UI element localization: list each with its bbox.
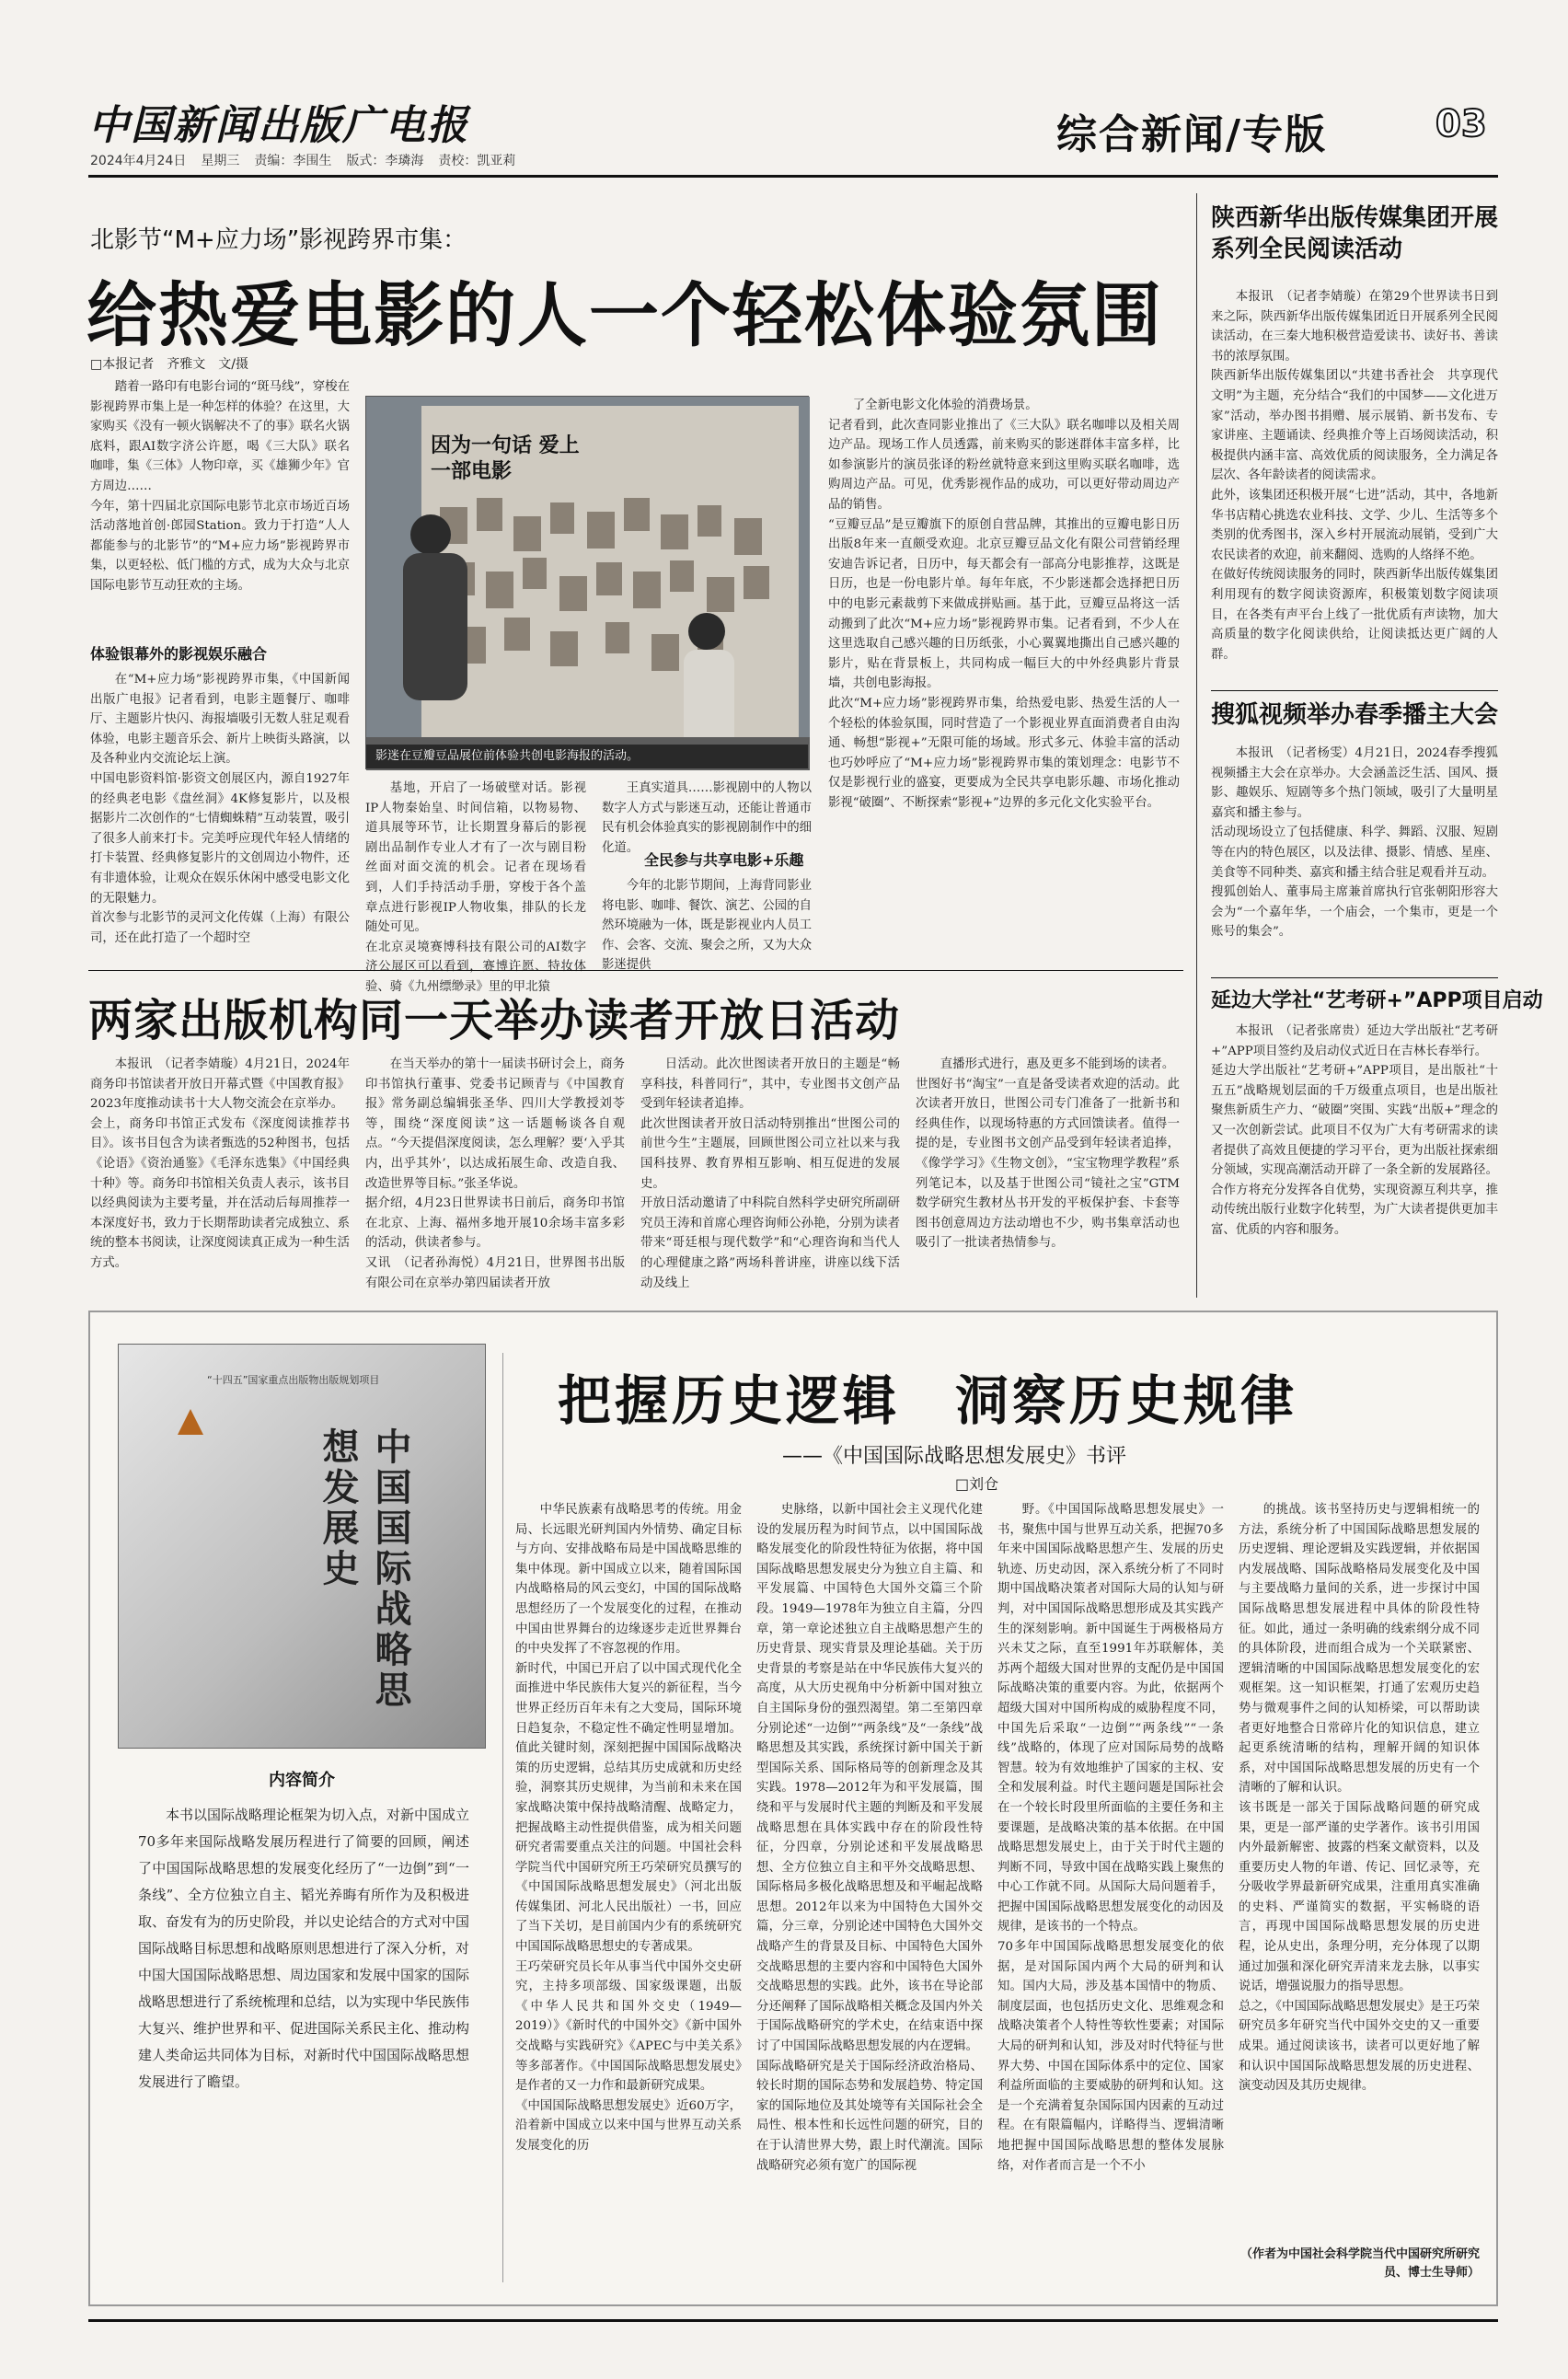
page-number: 03: [1435, 103, 1487, 145]
book-cover: [118, 1344, 486, 1749]
photo-sign: 因为一句话 爱上一部电影: [431, 434, 580, 483]
story2-col2: 在当天举办的第十一届读书研讨会上，商务印书馆执行董事、党委书记顾青与《中国教育报》常务副总编辑张圣华、四川大学教授刘苓等，围绕“深度阅读”这一话题畅谈各自观点。“今天提倡深度阅读，怎么理解？要‘入乎其内，出乎其外’，以达成拓展生命、改造自我、改造世界等目标。”张圣华说。 据介绍，4月23日世界读书日前后，商务印书馆在北京、上海、福州多地开展10余场丰富多彩的活动，供读者参与。 又讯 （记者孙海悦）4月21日，世界图书出版有限公司在京举办第四届读者开放: [365, 1057, 625, 1290]
review-signature: （作者为中国社会科学院当代中国研究所研究员、博士生导师）: [1239, 2247, 1480, 2280]
review-subtitle: ——《中国国际战略思想发展史》书评: [782, 1445, 1127, 1468]
summary-title: 内容简介: [269, 1771, 335, 1790]
lead-kicker: 北影节“M+应力场”影视跨界市集：: [90, 226, 467, 254]
page-section-title: 综合新闻/专版: [1056, 111, 1328, 158]
review-title-right: 洞察历史规律: [955, 1369, 1298, 1432]
proofreader-credit: 责校：凯亚莉: [438, 154, 516, 168]
lead-col2: 基地，开启了一场破壁对话。影视IP人物秦始皇、时间信箱，以物易物、道具展等环节，让长期置身幕后的影视剧出品制作专业人才有了一次与剧目粉丝面对面交流的机会。记者在现场看到，人们手持活动手册，穿梭于各个盖章点进行影视IP人物收集，排队的长龙随处可见。 在北京灵境赛博科技有限公司的AI数字济公展区可以看到，赛博许愿、特妆体验、骑《九州缥缈录》里的甲北猿: [365, 781, 586, 994]
designer-credit: 版式：李璘海: [346, 154, 424, 168]
lead-col4: 了全新电影文化体验的消费场景。 记者看到，此次查同影业推出了《三大队》联名咖啡以及相关周边产品。现场工作人员透露，前来购买的影迷群体丰富多样，比如参演影片的演员张译的粉丝就特意来到这里购买联名咖啡，选购周边产品。可见，优秀影视作品的成功，可以更好带动周边产品的销售。 “豆瓣豆品”是豆瓣旗下的原创自营品牌，其推出的豆瓣电影日历出版8年来一直颇受欢迎。北京豆瓣豆品文化有限公司营销经理安迪告诉记者，日历中，每天都会有一部高分电影推荐，这既是日历，也是一份电影片单。每年年底，不少影迷都会选择把日历中的电影元素裁剪下来做成拼贴画。基于此，豆瓣豆品将这一活动搬到了此次“M+应力场”影视跨界市集。记者看到，不少人在这里选取自己感兴趣的日历纸张，小心翼翼地撕出自己感兴趣的影片，贴在背景板上，共同构成一幅巨大的中外经典影片背景墙，共创电影海报。 此次“M+应力场”影视跨界市集，给热爱电影、热爱生活的人一个轻松的体验氛围，同时营造了一个影视业界直面消费者自由沟通、畅想“影视+”无限可能的场域。形式多元、体验丰富的活动也巧妙呼应了“M+应力场”影视跨界市集的策划理念：电影节不仅是影视行业的盛宴，更要成为全民共享电影乐趣、市场化推动影视“破圈”、不断探索“影视+”边界的多元化文化实验平台。: [828, 398, 1180, 810]
summary-text: 本书以国际战略理论框架为切入点，对新中国成立70多年来国际战略发展历程进行了简要的回顾，阐述了中国国际战略思想的发展变化经历了“一边倒”到“一条线”、全方位独立自主、韬光养晦有所作为及积极进取、奋发有为的历史阶段，并以史论结合的方式对中国国际战略目标思想和战略原则思想进行了深入分析，对中国大国国际战略思想、周边国家和发展中国家的国际战略思想进行了系统梳理和总结，以为实现中华民族伟大复兴、维护世界和平、促进国际关系民主化、推动构建人类命运共同体为目标，对新时代中国国际战略思想发展进行了瞻望。: [138, 1807, 470, 2090]
lead-col3: 王真实道具……影视剧中的人物以数字人方式与影迷互动，还能让普通市民有机会体验真实的影视剧制作中的细化道。: [602, 781, 812, 855]
footer-rule: [88, 2319, 1498, 2322]
story2-col1: 本报讯 （记者李婧璇）4月21日，2024年商务印书馆读者开放日开幕式暨《中国教育报》2023年度推动读书十大人物交流会在京举办。 会上，商务印书馆正式发布《深度阅读推荐书目》。该书目包含为读者甄选的52种图书，包括《论语》《资治通鉴》《毛泽东选集》《中国经典十种》等。商务印书馆相关负责人表示，该书目以经典阅读为主要考量，并在活动后每周推荐一本深度好书，致力于长期帮助读者完成独立、系统的整本书阅读，让深度阅读真正成为一种生活方式。: [90, 1057, 350, 1270]
issue-date: 2024年4月24日: [90, 154, 187, 168]
masthead-rule: [88, 175, 1498, 178]
review-col4: 的挑战。该书坚持历史与逻辑相统一的方法，系统分析了中国国际战略思想发展的历史逻辑、理论逻辑及实践逻辑，并依据国内发展战略、国际战略格局发展变化及中国与主要战略力量间的关系，进一步探讨中国国际战略思想发展进程中具体的阶段性特征。如此，通过一条明确的线索纲分成不同的具体阶段，进而组合成为一个关联紧密、逻辑清晰的中国国际战略思想发展变化的宏观框架。这一知识框架，打通了宏观历史趋势与微观事件之间的认知桥梁，可以帮助读者更好地整合日常碎片化的知识信息，建立起更系统清晰的结构，理解开阔的知识体系，对中国国际战略思想发展的历史有一个清晰的了解和认识。 该书既是一部关于国际战略问题的研究成果，更是一部严谨的史学著作。该书引用国内外最新解密、披露的档案文献资料，以及重要历史人物的年谱、传记、回忆录等，充分吸收学界最新研究成果，注重用真实准确的史料、严谨简实的数据，平实畅晓的语言，再现中国国际战略思想发展的历史进程，论从史出，条理分明，充分体现了以期通过加强和深化研究弄清来龙去脉，以事实说话，增强说服力的指导思想。 总之，《中国国际战略思想发展史》是王巧荣研究员多年研究当代中国外交史的又一重要成果。通过阅读该书，读者可以更好地了解和认识中国国际战略思想发展的历史进程、演变动因及其历史规律。: [1239, 1503, 1480, 2094]
lead-col3b: 今年的北影节期间，上海背同影业将电影、咖啡、餐饮、演艺、公园的自然环境融为一体，既是影视业内人员工作、会客、交流、聚会之所，又为大众影迷提供: [602, 879, 812, 973]
review-col2: 史脉络，以新中国社会主义现代化建设的发展历程为时间节点，以中国国际战略发展变化的阶段性特征为依据，将中国国际战略思想发展史分为独立自主篇、和平发展篇、中国特色大国外交篇三个阶段。1949—1978年为独立自主篇，分四章，第一章论述独立自主战略思想产生的历史背景、现实背景及理论基础。关于历史背景的考察是站在中华民族伟大复兴的高度，从大历史视角中分析新中国对独立自主国际身份的强烈渴望。第二至第四章分别论述“一边倒”“两条线”及“一条线”战略思想及其实践，系统探讨新中国关于新型国际关系、国际格局等的创新理念及其实践。1978—2012年为和平发展篇，围绕和平与发展时代主题的判断及和平发展战略思想在具体实践中存在的阶段性特征，分四章，分别论述和平发展战略思想、全方位独立自主和平外交战略思想、国际格局多极化战略思想及和平崛起战略思想。2012年以来为中国特色大国外交篇，分三章，分别论述中国特色大国外交战略产生的背景及目标、中国特色大国外交战略思想的主要内容和中国特色大国外交战略思想的实践。此外，该书在导论部分还阐释了国际战略相关概念及国内外关于国际战略研究的学术史，在结束语中探讨了中国国际战略思想发展的内在逻辑。 国际战略研究是关于国际经济政治格局、较长时期的国际态势和发展趋势、特定国家的国际地位及其处境等有关国际社会全局性、根本性和长远性问题的研究，目的在于认清世界大势，跟上时代潮流。国际战略研究必须有宽广的国际视: [756, 1503, 983, 2173]
review-col3: 野。《中国国际战略思想发展史》一书，聚焦中国与世界互动关系，把握70多年来中国国际战略思想产生、发展的历史轨迹、历史动因，深入系统分析了不同时期中国战略决策者对国际大局的认知与研判，对中国国际战略思想形成及其实践产生的深刻影响。新中国诞生于两极格局方兴未艾之际，直至1991年苏联解体，美苏两个超级大国对世界的支配仍是中国国际战略决策的重要内容。为此，依据两个超级大国对中国所构成的威胁程度不同，中国先后采取“一边倒”“两条线”“一条线”战略的，体现了应对国际局势的战略智慧。较为有效地维护了国家的主权、安全和发展利益。时代主题问题是国际社会在一个较长时段里所面临的主要任务和主要课题，是战略决策的基本依据。在中国战略思想发展史上，由于关于时代主题的判断不同，导致中国在战略实践上聚焦的中心工作就不同。从国际大局问题着手，把握中国国际战略思想发展变化的动因及规律，是该书的一个特点。 70多年中国国际战略思想发展变化的依据，是对国际国内两个大局的研判和认知。国内大局，涉及基本国情中的物质、制度层面，也包括历史文化、思维观念和战略决策者个人特性等软性要素；对国际大局的研判和认知，涉及对时代特征与世界大势、中国在国际体系中的定位、国家利益所面临的主要威胁的研判和认知。这是一个充满着复杂国际国内因素的互动过程。在有限篇幅内，详略得当、逻辑清晰地把握中国国际战略思想的整体发展脉络，对作者而言是一个不小: [997, 1503, 1224, 2173]
review-title-left: 把握历史逻辑: [558, 1369, 901, 1432]
lead-col1b: 在“M+应力场”影视跨界市集，《中国新闻出版广电报》记者看到，电影主题餐厅、咖啡厅、主题影片快闪、海报墙吸引无数人驻足观看体验，电影主题音乐会、新片上映街头路演，以及各种业内交流论坛上演。 中国电影资料馆·影资文创展区内，源自1927年的经典老电影《盘丝洞》4K修复影片，以及根据影片二次创作的“七情蜘蛛精”互动装置，吸引了很多人前来打卡。完美呼应现代年轻人情绪的打卡装置、经典修复影片的文创周边小物件，还有非遗体验，让观众在娱乐休闲中感受电影文化的无限魅力。 首次参与北影节的灵河文化传媒（上海）有限公司，还在此打造了一个超时空: [90, 673, 350, 945]
story2-col3: 日活动。此次世图读者开放日的主题是“畅享科技，科普同行”，其中，专业图书文创产品受到年轻读者追捧。 此次世图读者开放日活动特别推出“世图公司的前世今生”主题展，回顾世图公司立社以来与我国科技界、教育界相互影响、相互促进的发展史。 开放日活动邀请了中科院自然科学史研究所副研究员王涛和首席心理咨询师公孙艳，分别为读者带来“哥廷根与现代数学”和“心理咨询和当代人的心理健康之路”两场科普讲座，讲座以线下活动及线上: [640, 1057, 900, 1290]
sidebar-story1-title: 陕西新华出版传媒集团开展系列全民阅读活动: [1211, 204, 1499, 263]
book-cover-title: 中国国际战略思想发展史: [317, 1427, 411, 1711]
lead-col3-subhead: 全民参与共享电影+乐趣: [644, 851, 804, 869]
lead-headline: 给热爱电影的人一个轻松体验氛围: [86, 274, 1163, 356]
lead-byline: □本报记者 齐雅文 文/摄: [90, 357, 248, 372]
story2-headline: 两家出版机构同一天举办读者开放日活动: [88, 995, 901, 1046]
review-divider: [502, 1353, 503, 2282]
sidebar-story2-text: 本报讯 （记者杨雯）4月21日，2024春季搜狐视频播主大会在京举办。大会涵盖泛生活、国风、摄影、趣娱乐、短剧等多个热门领域，吸引了大量明星嘉宾和播主参与。 活动现场设立了包括健康、科学、舞蹈、汉服、短剧等在内的特色展区，以及法律、摄影、情感、星座、美食等不同种类、嘉宾和播主结合驻足观看并互动。 搜狐创始人、董事局主席兼首席执行官张朝阳形容大会为“一个嘉年华，一个庙会，一个集市，更是一个账号的集会”。: [1211, 746, 1498, 940]
sidebar-story3-text: 本报讯 （记者张席贵）延边大学出版社“艺考研+”APP项目签约及启动仪式近日在吉林长春举行。 延边大学出版社“艺考研+”APP项目，是出版社“十五五”战略规划层面的千万级重点项目，也是出版社聚焦新质生产力、“破圈”突围、实践“出版+”理念的又一次创新尝试。此项目不仅为广大有考研需求的读者提供了高效且便捷的学习平台，更为出版社探索细分领域，实现高潮活动开辟了一条全新的发展路径。合作方将充分发挥各自优势，实现资源互利共享，推动传统出版行业数字化转型，为广大读者提供更加丰富、优质的内容和服务。: [1211, 1024, 1498, 1237]
issue-weekday: 星期三: [201, 154, 240, 168]
review-title: [558, 1357, 1297, 1435]
story2-top-rule: [88, 970, 1183, 971]
lead-col1: 踏着一路印有电影台词的“斑马线”，穿梭在影视跨界市集上是一种怎样的体验？在这里，大家购买《没有一顿火锅解决不了的事》联名火锅底料，跟AI数字济公许愿，喝《三大队》联名咖啡，集《三体》人物印章，买《雄狮少年》官方周边…… 今年，第十四届北京国际电影节北京市场近百场活动落地首创·郎园Station。致力于打造“人人都能参与的北影节”的“M+应力场”影视跨界市集，以更轻松、低门槛的方式，成为大众与北京国际电影节互动狂欢的主场。: [90, 380, 350, 593]
lead-col1-subhead: 体验银幕外的影视娱乐融合: [90, 645, 268, 663]
book-cover-series: “十四五”国家重点出版物出版规划项目: [207, 1374, 380, 1386]
story2-col4: 直播形式进行，惠及更多不能到场的读者。 世图好书“淘宝”一直是备受读者欢迎的活动。此次读者开放日，世图公司专门准备了一批新书和经典佳作，以现场特惠的方式回馈读者。值得一提的是，专业图书文创产品受到年轻读者追捧，《像学学习》《生物文创》，“宝宝物理学教程”系列笔记本，以及基于世图公司“镜社之宝”GTM数学研究生教材丛书开发的平板保护套、卡套等图书创意周边方法动增也不少，购书集章活动也吸引了一批读者热情参与。: [916, 1057, 1180, 1251]
lead-photo: [365, 396, 809, 769]
review-col1: 中华民族素有战略思考的传统。用金局、长远眼光研判国内外情势、确定目标与方向、安排战略布局是中国战略思维的集中体现。新中国成立以来，随着国际国内战略格局的风云变幻，中国的国际战略思想经历了一个发展变化的过程，在推动中国由世界舞台的边缘逐步走近世界舞台的中央发挥了不容忽视的作用。 新时代，中国已开启了以中国式现代化全面推进中华民族伟大复兴的新征程，当今世界正经历百年未有之大变局，国际环境日趋复杂，不稳定性不确定性明显增加。值此关键时刻，深刻把握中国国际战略决策的历史逻辑，总结其历史成就和历史经验，洞察其历史规律，为当前和未来在国家战略决策中保持战略清醒、战略定力，把握战略主动性提供借鉴，成为相关问题研究者需要重点关注的问题。中国社会科学院当代中国研究所王巧荣研究员撰写的《中国国际战略思想发展史》（河北出版传媒集团、河北人民出版社）一书，回应了当下关切，是目前国内少有的系统研究中国国际战略思想史的专著成果。 王巧荣研究员长年从事当代中国外交史研究，主持多项部级、国家级课题，出版《中华人民共和国外交史（1949—2019）》《新时代的中国外交》《新中国外交战略与实践研究》《APEC与中美关系》等多部著作。《中国国际战略思想发展史》是作者的又一力作和最新研究成果。 《中国国际战略思想发展史》近60万字，沿着新中国成立以来中国与世界互动关系发展变化的历: [515, 1503, 742, 2153]
sidebar-story2-title: 搜狐视频举办春季播主大会: [1211, 701, 1499, 729]
editor-credit: 责编：李围生: [254, 154, 332, 168]
sidebar-story3-title: 延边大学社“艺考研+”APP项目启动: [1211, 989, 1543, 1012]
masthead-meta: [90, 151, 515, 169]
review-author: □刘仓: [955, 1475, 999, 1493]
photo-caption: 影迷在豆瓣豆品展位前体验共创电影海报的活动。: [366, 745, 808, 768]
sidebar-rule-1: [1211, 690, 1498, 691]
sidebar-story1-text: 本报讯 （记者李婧璇）在第29个世界读书日到来之际，陕西新华出版传媒集团近日开展系列全民阅读活动，在三秦大地积极营造爱读书、读好书、善读书的浓厚氛围。 陕西新华出版传媒集团以“共建书香社会 共享现代文明”为主题，充分结合“我们的中国梦——文化进万家”活动，举办图书捐赠、展示展销、新书发布、专家讲座、主题诵读、经典推介等上百场阅读活动，积极提供内涵丰富、高效优质的阅读服务，全力满足各层次、各年龄读者的阅读需求。 此外，该集团还积极开展“七进”活动，其中，各地新华书店精心挑选农业科技、文学、少儿、生活等多个类别的优秀图书，深入乡村开展流动展销，受到广大农民读者的欢迎，前来翻阅、选购的人络绎不绝。 在做好传统阅读服务的同时，陕西新华出版传媒集团利用现有的数字阅读资源库，积极策划数字阅读项目，在各类有声平台上线了一批优质有声读物，加大高质量的数字化阅读供给，让阅读抵达更广阔的人群。: [1211, 290, 1498, 662]
masthead-logo: 中国新闻出版广电报: [88, 102, 469, 149]
sidebar-rule-2: [1211, 977, 1498, 978]
sidebar-divider: [1196, 193, 1197, 1298]
book-publisher-icon: [178, 1409, 203, 1435]
